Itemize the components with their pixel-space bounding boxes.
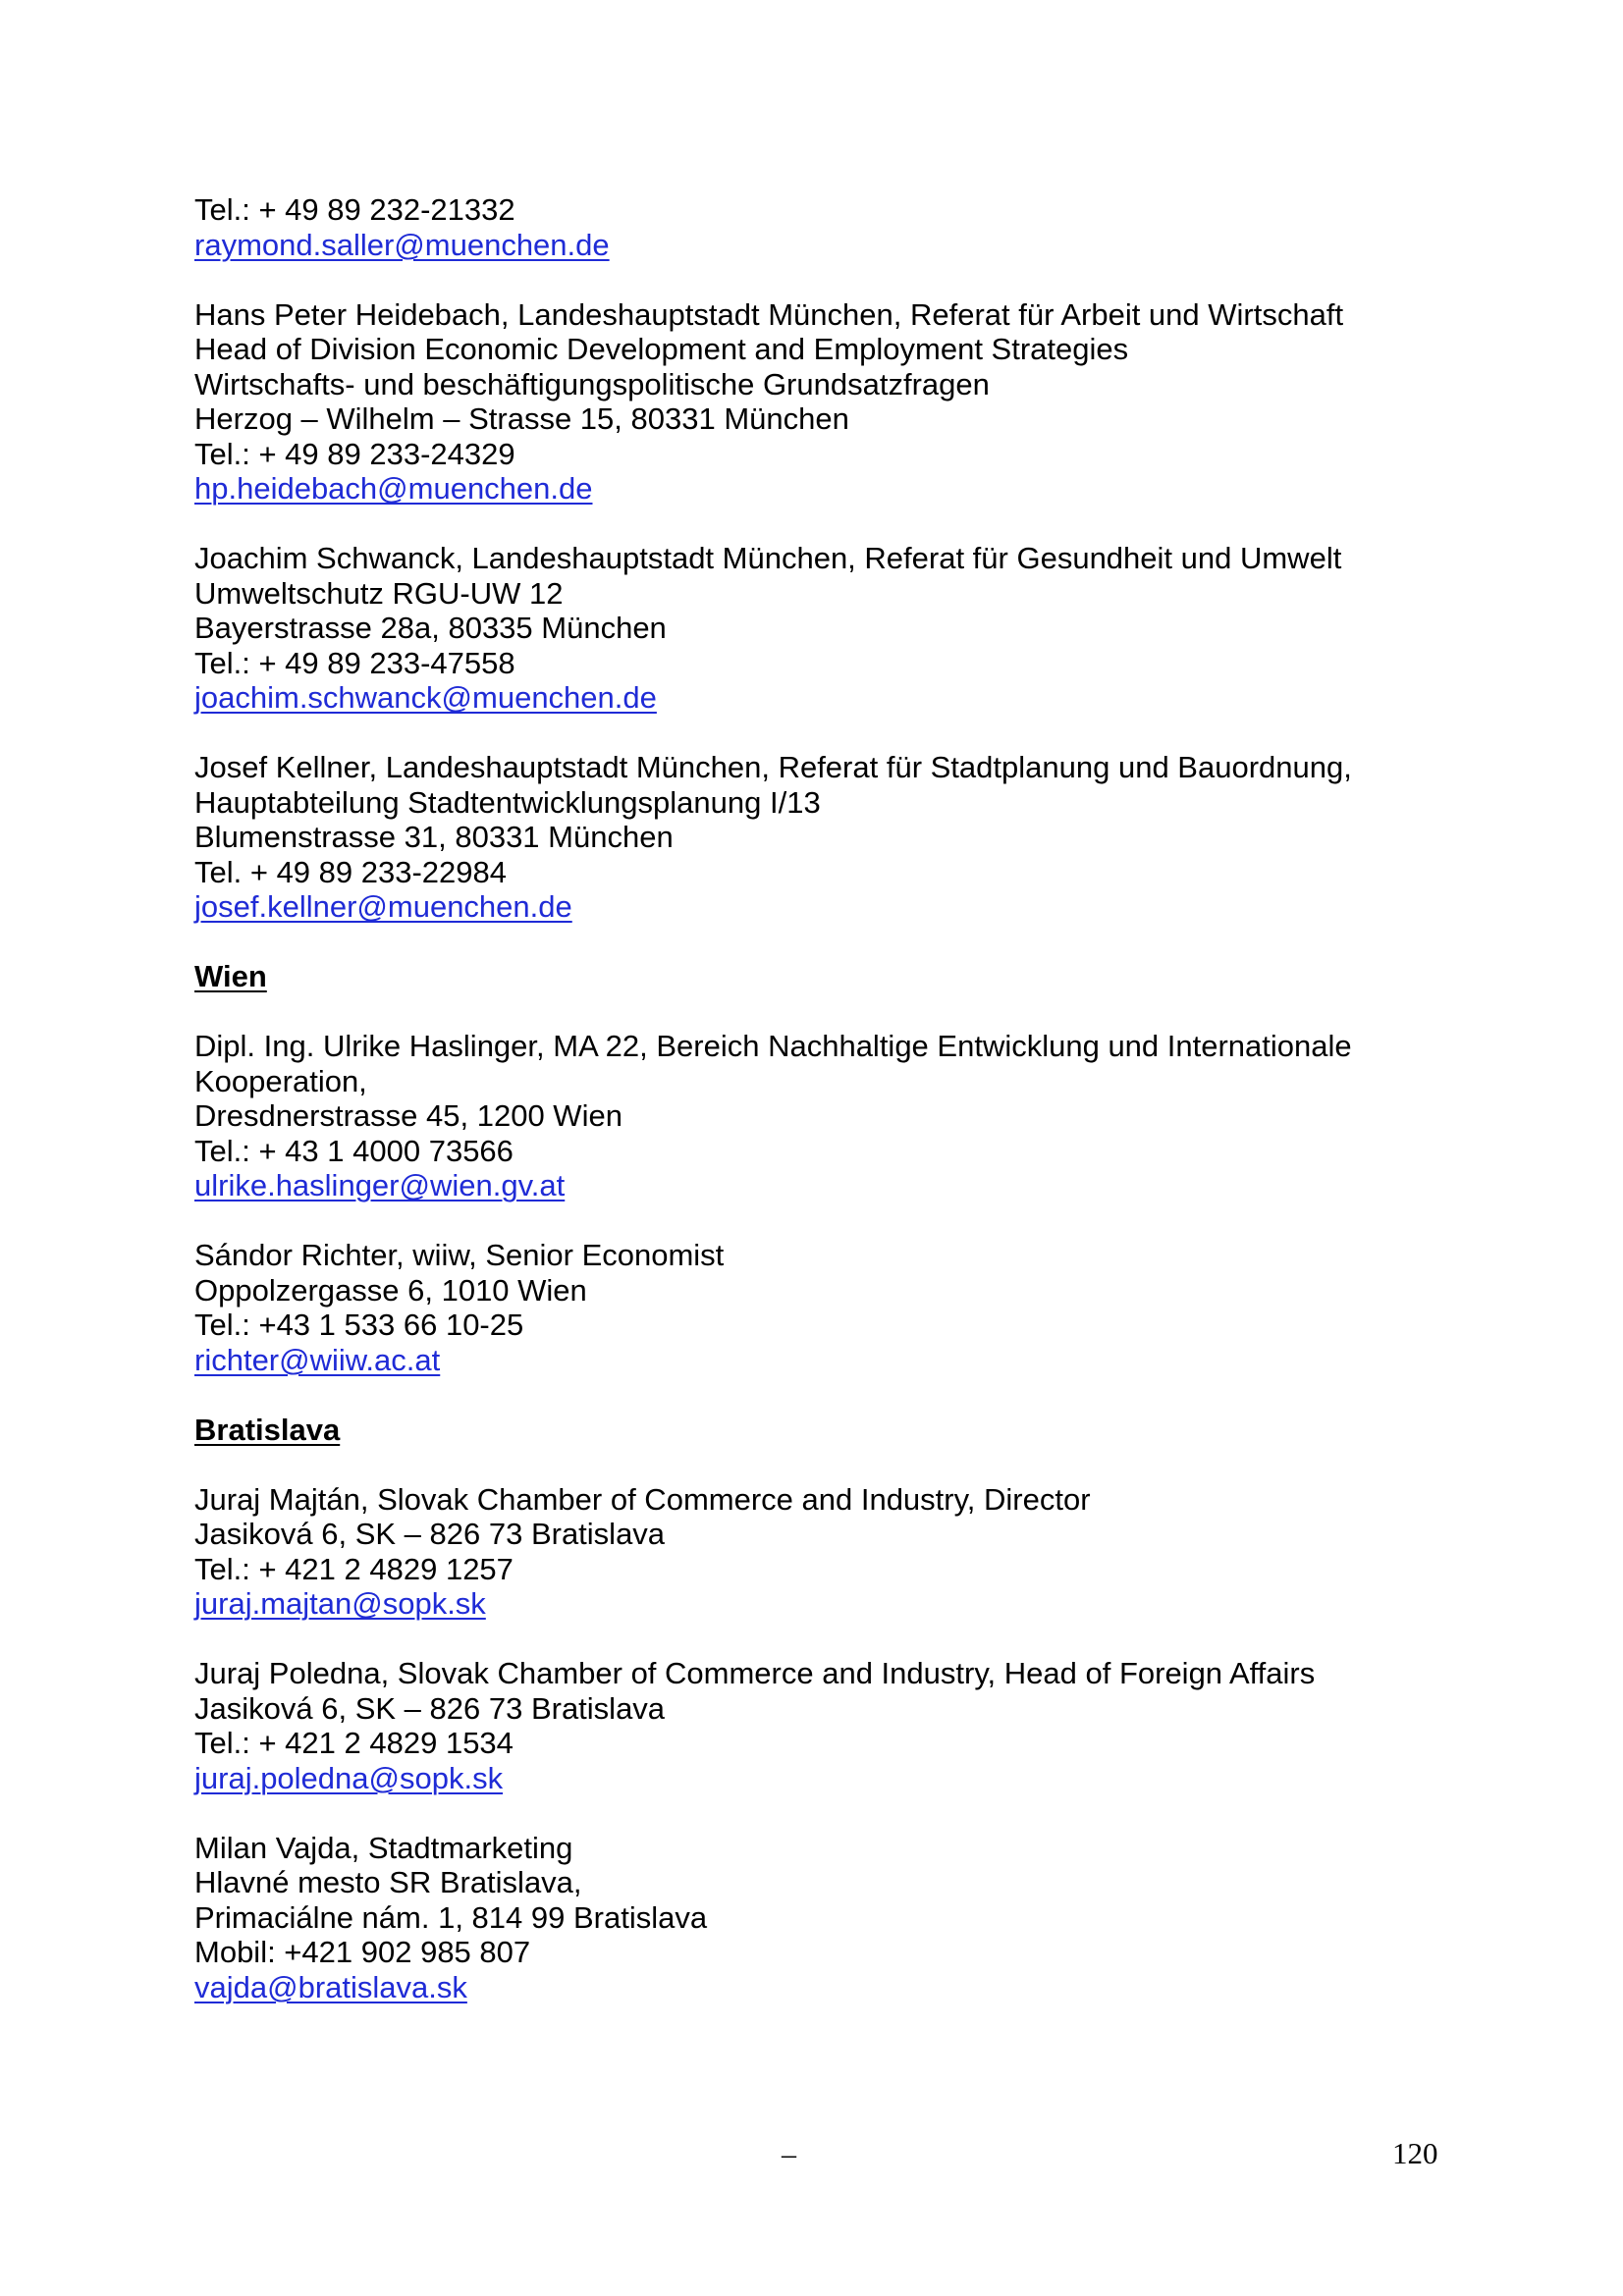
email-link[interactable]: raymond.saller@muenchen.de bbox=[194, 227, 610, 262]
contact-line: Hans Peter Heidebach, Landeshauptstadt München, Referat für Arbeit und Wirtschaft bbox=[194, 296, 1344, 332]
contact-tel: Tel.: + 421 2 4829 1257 bbox=[194, 1551, 514, 1586]
contact-line: Herzog – Wilhelm – Strasse 15, 80331 München bbox=[194, 401, 849, 436]
email-link[interactable]: ulrike.haslinger@wien.gv.at bbox=[194, 1168, 566, 1202]
contact-tel: Tel.: + 43 1 4000 73566 bbox=[194, 1133, 514, 1168]
contact-tel: Tel.: +43 1 533 66 10-25 bbox=[194, 1308, 524, 1342]
contact-line: Kooperation, bbox=[194, 1063, 367, 1098]
email-link[interactable]: juraj.majtan@sopk.sk bbox=[194, 1586, 486, 1621]
contact-block-vajda bbox=[194, 1831, 1471, 2005]
contact-line: Josef Kellner, Landeshauptstadt München, Referat für Stadtplanung und Bauordnung, bbox=[194, 750, 1352, 784]
contact-block-majtan bbox=[194, 1482, 1471, 1622]
contact-line: Dresdnerstrasse 45, 1200 Wien bbox=[194, 1098, 622, 1133]
page-number: 120 bbox=[1392, 2136, 1438, 2170]
contact-block-haslinger bbox=[194, 1029, 1471, 1203]
contact-tel: Tel.: + 49 89 233-24329 bbox=[194, 436, 515, 471]
contact-block-kellner bbox=[194, 750, 1471, 925]
contact-line: Jasiková 6, SK – 826 73 Bratislava bbox=[194, 1517, 666, 1551]
contact-tel: Tel.: + 421 2 4829 1534 bbox=[194, 1726, 514, 1760]
contact-block-heidebach bbox=[194, 297, 1471, 507]
contact-line: Sándor Richter, wiiw, Senior Economist bbox=[194, 1238, 725, 1272]
email-link[interactable]: richter@wiiw.ac.at bbox=[194, 1342, 441, 1377]
contact-block-poledna bbox=[194, 1656, 1471, 1795]
email-link[interactable]: hp.heidebach@muenchen.de bbox=[194, 471, 593, 506]
contact-line: Umweltschutz RGU-UW 12 bbox=[194, 575, 564, 611]
contact-line: Hlavné mesto SR Bratislava, bbox=[194, 1865, 582, 1899]
contact-line: Jasiková 6, SK – 826 73 Bratislava bbox=[194, 1690, 666, 1726]
email-link[interactable]: vajda@bratislava.sk bbox=[194, 1969, 467, 2004]
contact-block-richter bbox=[194, 1238, 1471, 1377]
contact-line: Joachim Schwanck, Landeshauptstadt München, Referat für Gesundheit und Umwelt bbox=[194, 541, 1342, 575]
contact-line: Bayerstrasse 28a, 80335 München bbox=[194, 611, 667, 645]
contact-line: Blumenstrasse 31, 80331 München bbox=[194, 820, 674, 854]
email-link[interactable]: juraj.poledna@sopk.sk bbox=[194, 1760, 504, 1795]
contact-line: Juraj Poledna, Slovak Chamber of Commerce and Industry, Head of Foreign Affairs bbox=[194, 1656, 1316, 1690]
section-heading-bratislava: Bratislava bbox=[194, 1412, 341, 1447]
email-link[interactable]: joachim.schwanck@muenchen.de bbox=[194, 680, 657, 715]
contact-line: Head of Division Economic Development and Employment Strategies bbox=[194, 332, 1129, 366]
contact-line: Primaciálne nám. 1, 814 99 Bratislava bbox=[194, 1899, 708, 1935]
contact-line: Oppolzergasse 6, 1010 Wien bbox=[194, 1272, 587, 1308]
contact-list bbox=[194, 192, 1471, 2004]
email-link[interactable]: josef.kellner@muenchen.de bbox=[194, 889, 572, 924]
contact-line: Milan Vajda, Stadtmarketing bbox=[194, 1830, 573, 1865]
contact-tel: Tel.: + 49 89 233-47558 bbox=[194, 645, 515, 680]
contact-line: Juraj Majtán, Slovak Chamber of Commerce and Industry, Director bbox=[194, 1481, 1091, 1517]
contact-line: Dipl. Ing. Ulrike Haslinger, MA 22, Bereich Nachhaltige Entwicklung und Internationale bbox=[194, 1029, 1352, 1063]
contact-tel: Tel. + 49 89 233-22984 bbox=[194, 854, 508, 889]
footer-dash: – bbox=[782, 2138, 796, 2170]
section-heading-wien: Wien bbox=[194, 959, 267, 993]
contact-block-schwanck bbox=[194, 541, 1471, 716]
contact-tel: Mobil: +421 902 985 807 bbox=[194, 1935, 531, 1969]
contact-block-saller bbox=[194, 192, 1471, 262]
contact-line: Wirtschafts- und beschäftigungspolitische Grundsatzfragen bbox=[194, 366, 990, 401]
contact-line: Hauptabteilung Stadtentwicklungsplanung I/13 bbox=[194, 784, 821, 820]
contact-tel: Tel.: + 49 89 232-21332 bbox=[194, 192, 515, 227]
